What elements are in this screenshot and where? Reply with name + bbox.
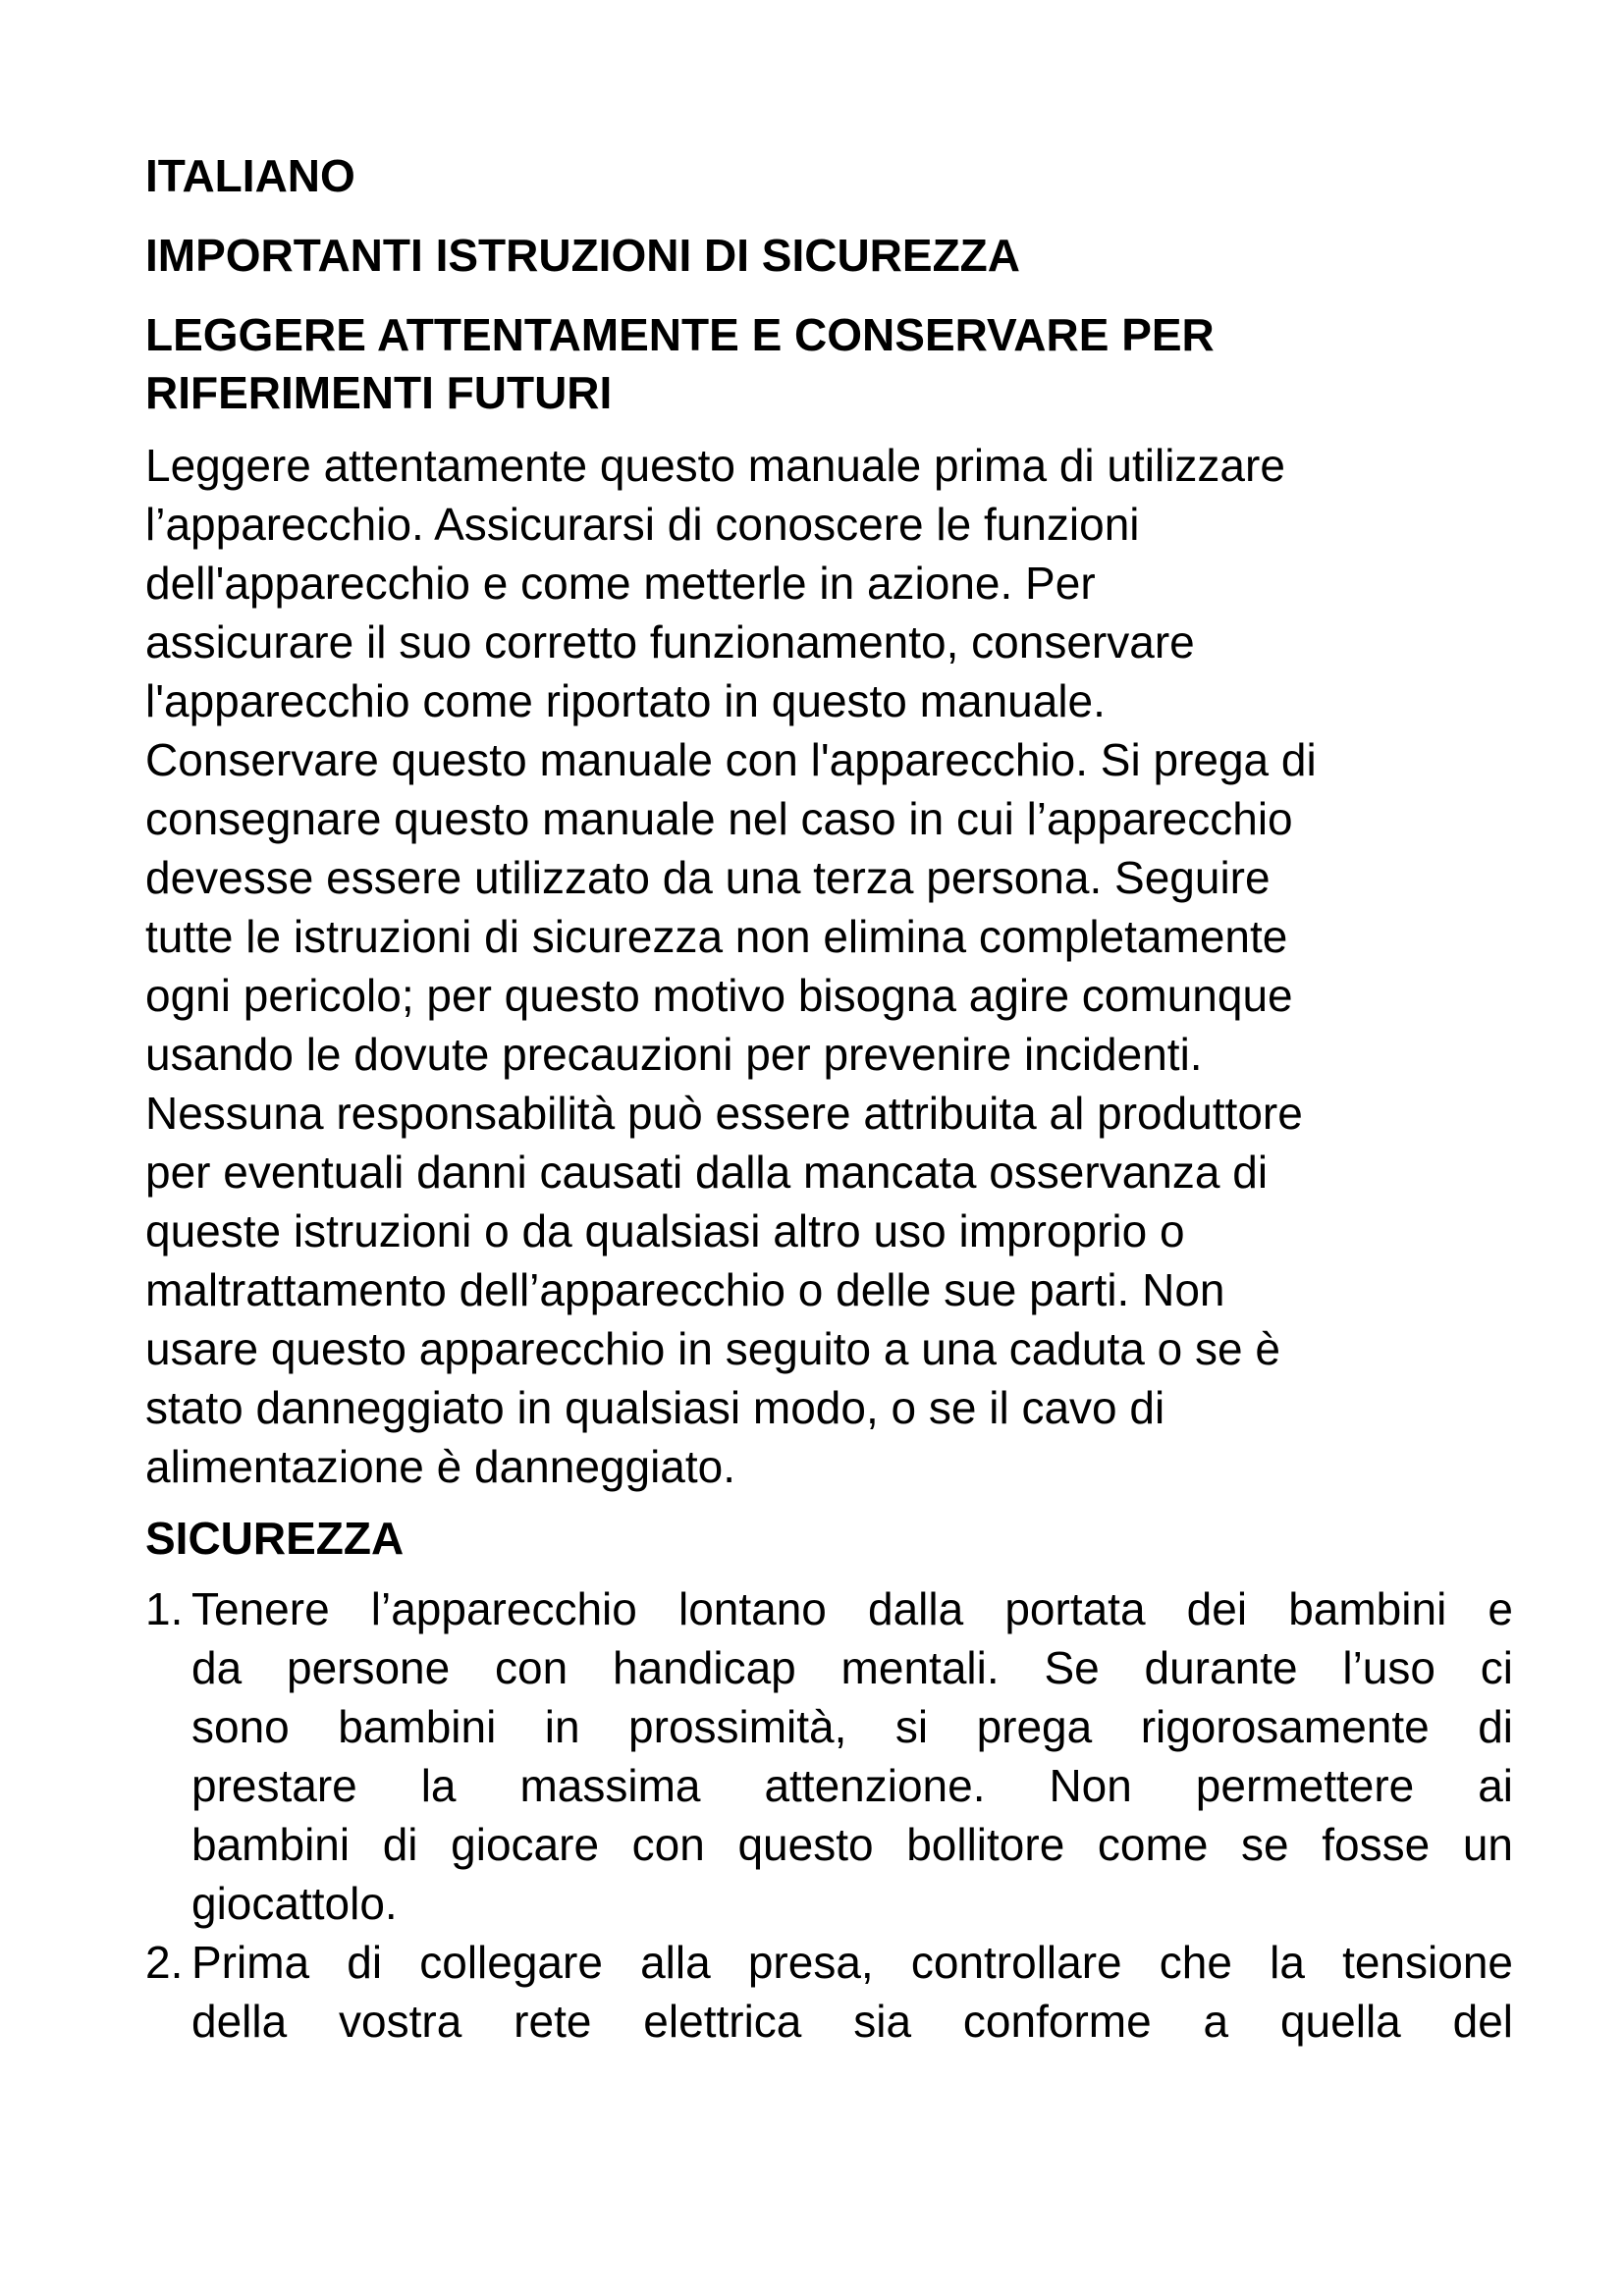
list-item-line: Tenere l’apparecchio lontano dalla portata dei bambini e xyxy=(191,1583,1513,1634)
safety-list xyxy=(145,1579,1520,2051)
read-carefully-heading-line-1: LEGGERE ATTENTAMENTE E CONSERVARE PER xyxy=(145,309,1215,360)
intro-line: assicurare il suo corretto funzionamento, conservare xyxy=(145,616,1195,667)
language-heading: ITALIANO xyxy=(145,150,355,201)
intro-line: usando le dovute precauzioni per prevenire incidenti. xyxy=(145,1029,1203,1080)
list-item-line: giocattolo. xyxy=(191,1878,398,1929)
read-carefully-heading-line-2: RIFERIMENTI FUTURI xyxy=(145,367,613,418)
intro-line: dell'apparecchio e come metterle in azione. Per xyxy=(145,558,1096,609)
list-item-line: della vostra rete elettrica sia conforme a quella del xyxy=(191,1996,1513,2047)
intro-line: consegnare questo manuale nel caso in cui l’apparecchio xyxy=(145,793,1293,844)
intro-paragraph xyxy=(145,436,1471,1496)
important-instructions-heading: IMPORTANTI ISTRUZIONI DI SICUREZZA xyxy=(145,230,1021,281)
intro-line: Nessuna responsabilità può essere attribuita al produttore xyxy=(145,1088,1303,1139)
intro-line: alimentazione è danneggiato. xyxy=(145,1441,736,1492)
read-carefully-heading xyxy=(145,306,1520,422)
list-item-line: bambini di giocare con questo bollitore come se fosse un xyxy=(191,1819,1513,1870)
intro-line: usare questo apparecchio in seguito a una caduta o se è xyxy=(145,1323,1280,1374)
intro-line: Conservare questo manuale con l'apparecchio. Si prega di xyxy=(145,734,1317,785)
intro-line: maltrattamento dell’apparecchio o delle sue parti. Non xyxy=(145,1264,1225,1315)
intro-line: stato danneggiato in qualsiasi modo, o se il cavo di xyxy=(145,1382,1165,1433)
intro-line: l’apparecchio. Assicurarsi di conoscere le funzioni xyxy=(145,499,1140,550)
intro-line: tutte le istruzioni di sicurezza non elimina completamente xyxy=(145,911,1288,962)
safety-heading: SICUREZZA xyxy=(145,1513,405,1564)
intro-line: l'apparecchio come riportato in questo manuale. xyxy=(145,675,1106,726)
list-item-number: 2. xyxy=(145,1937,184,1988)
intro-line: devesse essere utilizzato da una terza persona. Seguire xyxy=(145,852,1271,903)
list-item-line: Prima di collegare alla presa, controllare che la tensione xyxy=(191,1937,1513,1988)
safety-item-2 xyxy=(145,1933,1513,2051)
list-item-line: da persone con handicap mentali. Se durante l’uso ci xyxy=(191,1642,1513,1693)
list-item-line: prestare la massima attenzione. Non permettere ai xyxy=(191,1760,1513,1811)
list-item-line: sono bambini in prossimità, si prega rigorosamente di xyxy=(191,1701,1513,1752)
intro-line: ogni pericolo; per questo motivo bisogna agire comunque xyxy=(145,970,1293,1021)
list-item-number: 1. xyxy=(145,1583,184,1634)
safety-item-1 xyxy=(145,1579,1513,1933)
document-page xyxy=(145,147,1520,2051)
intro-line: queste istruzioni o da qualsiasi altro uso improprio o xyxy=(145,1205,1185,1256)
intro-line: per eventuali danni causati dalla mancata osservanza di xyxy=(145,1147,1269,1198)
intro-line: Leggere attentamente questo manuale prima di utilizzare xyxy=(145,440,1285,491)
